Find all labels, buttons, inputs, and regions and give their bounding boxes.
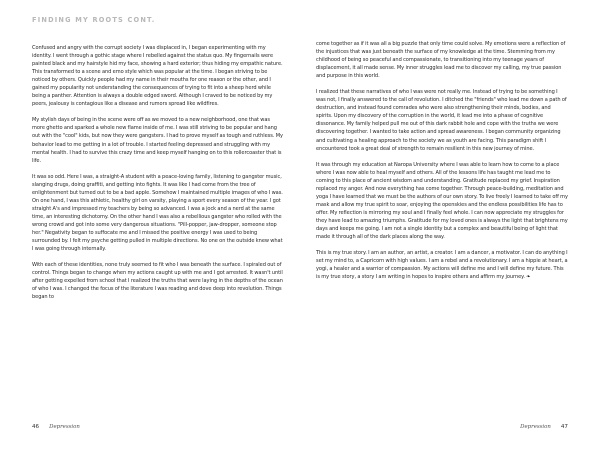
paragraph: With each of these identities, none truly seemed to fit who I was beneath the surface. I spiraled out of control. Things began to change when my actions caught up with me and I got arrested. It wasn't until after getting expelled from school that I realized the truths that were laying in the depths of the ocean of who I was. I changed the focus of the literature I was reading and dove deep into revolution. Things began to: [32, 262, 283, 301]
running-title: Depression: [49, 424, 80, 430]
page-number: 46: [32, 424, 40, 430]
paragraph: I realized that these narratives of who I was were not really me. Instead of trying to be something I was not, I finally answered to the call of revolution. I ditched the "friends" who lead me down a path of destruction, and instead found comrades who were also strengthening their minds, bodies, and spirits. Upon my discovery of the corruption in the world, it lead me into a phase of cognitive dissonance. My family helped pull me out of this dark rabbit hole and cope with the truths we were discovering together. I wanted to take action and spread awareness. I began community organizing and cultivating a healing approach to the society we as youth are facing. This paradigm shift I encountered took a great deal of strength to remain resilient in this new journey of mine.: [316, 89, 567, 152]
running-title: Depression: [520, 424, 551, 430]
left-page-body: [32, 44, 284, 309]
paragraph: It was so odd. Here I was, a straight-A student with a peace-loving family, listening to gangster music, slanging drugs, doing graffiti, and getting into fights. It was like I had come from the tree of enlightenment but turned out to be a bad apple. Somehow I maintained multiple images of who I was. On one hand, I was this athletic, healthy girl on varsity, playing a sport every season of the year. I got straight A's and impressed my teachers by being so advanced. I was a jock and a nerd at the same time, an interesting dichotomy. On the other hand I was also a rebellious gangster who rolled with the wrong crowd and got into some very dangerous situations. "Pill-popper, jaw-dropper, someone stop her." Negativity began to suffocate me and I missed the positive energy I was used to being surrounded by. I felt my psyche getting pulled in multiple directions. No one on the outside knew what I was going through internally.: [32, 173, 283, 253]
right-page-body: [316, 40, 568, 289]
section-title: FINDING MY ROOTS CONT.: [32, 16, 156, 24]
paragraph: This is my true story. I am an author, an artist, a creator. I am a dancer, a motivator. I can do anything I set my mind to, a Capricorn with high values. I am a rebel and a revolutionary. I am a hippie at heart, a yogi, a healer and a warrior of compassion. My actions will define me and I will define my future. This is my true story, a story I am writing in hopes to inspire others and affirm my journey. ❧: [316, 250, 568, 281]
page-number: 47: [560, 424, 568, 430]
right-page-footer: [520, 424, 568, 430]
left-page-footer: [32, 424, 80, 430]
paragraph: My stylish days of being in the scene were off as we moved to a new neighborhood, one that was more ghetto and sparked a whole new flame inside of me. I was still striving to be popular and hang out with the "cool" kids, but now they were gangsters. I had to prove myself as tough and ruthless. My behavior lead to me getting in a lot of trouble. I started feeling depressed and struggling with my mental health. I had to survive this crazy time and keep myself hanging on to this rollercoaster that is life.: [32, 117, 283, 164]
paragraph: It was through my education at Naropa University where I was able to learn how to come to a place where I was now able to heal myself and others. All of the lessons life has taught me lead me to coming to this place of ancient wisdom and understanding. Gratitude replaced my grief. Inspiration replaced my anger. And now everything has come together. Through peace-building, meditation and yoga I have learned that we must be the authors of our own story. To live freely I learned to take off my mask and allow my true spirit to soar, enjoying the openskies and the endless possibilities life has to offer. My reflection is mirroring my soul and I finally feel whole. I can now appreciate my struggles for they have lead to amazing triumphs. Gratitude for my loved ones is always the light that brightens my days and keeps me going. I am not a single identity but a complex and beautiful being of light that made it through all of the dark places along the way.: [316, 161, 568, 241]
paragraph: Confused and angry with the corrupt society I was displaced in, I began experimenting with my identity. I went through a gothic stage where I rebelled against the status quo. My fingernails were painted black and my hairstyle hid my face, showing a hard exterior; thus hiding my empathic nature. This transformed to a scene and emo style which was popular at the time. I began striving to be noticed by others. Quickly people had my name in their mouths for one reason or the other, and I gained my popularity not understanding the consequences of trying to fit into a sheep herd while being a panther. Attention is always a double edged sword. Although I craved to be noticed by my peers, jealousy is contagious like a disease and rumors spread like wildfires.: [32, 45, 283, 108]
paragraph: come together as if it was all a big puzzle that only time could solve. My emotions were a reflection of the injustices that was just beneath the surface of my knowledge at the time. Stemming from my childhood of being so peaceful and compassionate, to transitioning into my teenage years of displacement, it all made sense. My inner struggles lead me to discover my calling, my true passion and purpose in this world.: [316, 41, 566, 80]
